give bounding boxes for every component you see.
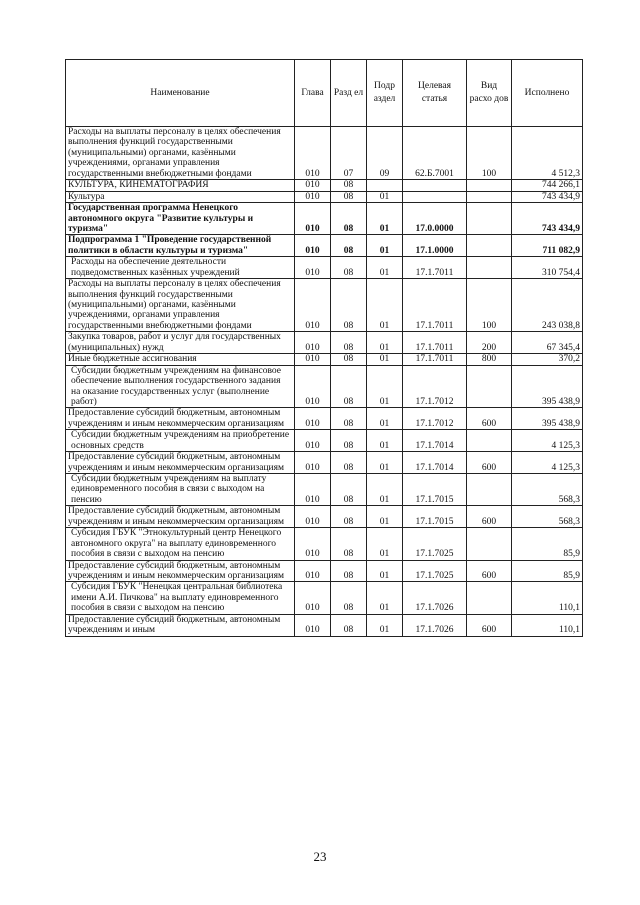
header-vid: Вид расхо дов	[467, 60, 512, 127]
row-statya: 17.0.0000	[403, 203, 467, 235]
row-name: Расходы на обеспечение деятельности подведомственных казённых учреждений	[66, 257, 295, 279]
row-ispolneno: 711 082,9	[512, 235, 583, 257]
row-podrazdel: 01	[367, 203, 403, 235]
row-statya: 17.1.7015	[403, 474, 467, 506]
row-glava: 010	[295, 560, 331, 582]
table-header-row	[66, 60, 583, 127]
row-podrazdel: 01	[367, 474, 403, 506]
row-name: Культура	[66, 191, 295, 202]
row-razdel: 08	[331, 560, 367, 582]
row-statya: 17.1.7012	[403, 365, 467, 408]
row-statya: 62.Б.7001	[403, 127, 467, 180]
table-row	[66, 430, 583, 452]
row-razdel: 08	[331, 332, 367, 354]
table-row	[66, 235, 583, 257]
row-statya: 17.1.7011	[403, 279, 467, 332]
row-name: Предоставление субсидий бюджетным, автономным учреждениям и иным	[66, 614, 295, 636]
row-ispolneno: 743 434,9	[512, 191, 583, 202]
row-ispolneno: 395 438,9	[512, 408, 583, 430]
row-glava: 010	[295, 180, 331, 191]
row-glava: 010	[295, 474, 331, 506]
row-name: Субсидии бюджетным учреждениям на приобретение основных средств	[66, 430, 295, 452]
row-razdel: 08	[331, 257, 367, 279]
row-vid	[467, 474, 512, 506]
row-name: Расходы на выплаты персоналу в целях обеспечения выполнения функций государственными (муниципальными) органами, казёнными учреждениями, органами управления государственными внебюджетными фондами	[66, 127, 295, 180]
row-name: Предоставление субсидий бюджетным, автономным учреждениям и иным некоммерческим организациям	[66, 506, 295, 528]
row-name: Субсидии бюджетным учреждениям на выплату единовременного пособия в связи с выходом на пенсию	[66, 474, 295, 506]
row-name: Субсидия ГБУК "Этнокультурный центр Ненецкого автономного округа" на выплату единовременного пособия в связи с выходом на пенсию	[66, 528, 295, 560]
row-razdel: 08	[331, 430, 367, 452]
row-podrazdel: 01	[367, 279, 403, 332]
table-row	[66, 180, 583, 191]
row-razdel: 08	[331, 191, 367, 202]
row-glava: 010	[295, 614, 331, 636]
table-row	[66, 354, 583, 365]
row-ispolneno: 85,9	[512, 560, 583, 582]
row-glava: 010	[295, 203, 331, 235]
row-glava: 010	[295, 528, 331, 560]
row-glava: 010	[295, 257, 331, 279]
row-glava: 010	[295, 354, 331, 365]
row-podrazdel: 01	[367, 365, 403, 408]
row-razdel: 08	[331, 614, 367, 636]
row-glava: 010	[295, 430, 331, 452]
table-row	[66, 452, 583, 474]
table-row	[66, 191, 583, 202]
row-razdel: 08	[331, 203, 367, 235]
row-vid	[467, 582, 512, 614]
row-name: Предоставление субсидий бюджетным, автономным учреждениям и иным некоммерческим организациям	[66, 408, 295, 430]
row-ispolneno: 4 512,3	[512, 127, 583, 180]
row-statya	[403, 191, 467, 202]
page-number: 23	[313, 849, 327, 864]
row-name: Расходы на выплаты персоналу в целях обеспечения выполнения функций государственными (муниципальными) органами, казёнными учреждениями, органами управления государственными внебюджетными фондами	[66, 279, 295, 332]
row-name: Закупка товаров, работ и услуг для государственных (муниципальных) нужд	[66, 332, 295, 354]
row-podrazdel: 01	[367, 560, 403, 582]
table-row	[66, 408, 583, 430]
row-razdel: 08	[331, 474, 367, 506]
row-glava: 010	[295, 279, 331, 332]
row-glava: 010	[295, 127, 331, 180]
row-podrazdel: 01	[367, 191, 403, 202]
row-vid: 600	[467, 614, 512, 636]
row-name: Подпрограмма 1 "Проведение государственной политики в области культуры и туризма"	[66, 235, 295, 257]
row-ispolneno: 110,1	[512, 614, 583, 636]
row-ispolneno: 4 125,3	[512, 430, 583, 452]
row-podrazdel: 01	[367, 332, 403, 354]
row-razdel: 07	[331, 127, 367, 180]
row-razdel: 08	[331, 235, 367, 257]
row-vid: 100	[467, 127, 512, 180]
row-vid: 100	[467, 279, 512, 332]
row-statya: 17.1.7025	[403, 560, 467, 582]
row-statya: 17.1.7014	[403, 452, 467, 474]
row-ispolneno: 568,3	[512, 474, 583, 506]
row-name: Субсидии бюджетным учреждениям на финансовое обеспечение выполнения государственного задания на оказание государственных услуг (выполнение работ)	[66, 365, 295, 408]
row-ispolneno: 4 125,3	[512, 452, 583, 474]
header-glava: Глава	[295, 60, 331, 127]
row-podrazdel: 09	[367, 127, 403, 180]
row-podrazdel: 01	[367, 408, 403, 430]
table-row	[66, 365, 583, 408]
row-vid: 600	[467, 452, 512, 474]
row-vid	[467, 257, 512, 279]
table-row	[66, 614, 583, 636]
row-ispolneno: 370,2	[512, 354, 583, 365]
row-podrazdel: 01	[367, 354, 403, 365]
row-ispolneno: 395 438,9	[512, 365, 583, 408]
row-glava: 010	[295, 365, 331, 408]
row-ispolneno: 85,9	[512, 528, 583, 560]
row-statya: 17.1.7025	[403, 528, 467, 560]
row-glava: 010	[295, 506, 331, 528]
row-razdel: 08	[331, 180, 367, 191]
row-statya: 17.1.7011	[403, 332, 467, 354]
table-row	[66, 560, 583, 582]
row-statya: 17.1.7026	[403, 582, 467, 614]
row-podrazdel	[367, 180, 403, 191]
row-ispolneno: 568,3	[512, 506, 583, 528]
table-row	[66, 528, 583, 560]
header-ispolneno: Исполнено	[512, 60, 583, 127]
row-name: Предоставление субсидий бюджетным, автономным учреждениям и иным некоммерческим организациям	[66, 452, 295, 474]
row-statya: 17.1.7026	[403, 614, 467, 636]
row-vid: 800	[467, 354, 512, 365]
row-razdel: 08	[331, 452, 367, 474]
row-name: Иные бюджетные ассигнования	[66, 354, 295, 365]
row-statya: 17.1.7015	[403, 506, 467, 528]
row-statya: 17.1.7014	[403, 430, 467, 452]
row-ispolneno: 67 345,4	[512, 332, 583, 354]
row-razdel: 08	[331, 408, 367, 430]
row-razdel: 08	[331, 582, 367, 614]
row-ispolneno: 744 266,1	[512, 180, 583, 191]
row-vid	[467, 365, 512, 408]
row-statya	[403, 180, 467, 191]
row-vid: 600	[467, 408, 512, 430]
row-statya: 17.1.7011	[403, 257, 467, 279]
row-vid	[467, 180, 512, 191]
row-razdel: 08	[331, 354, 367, 365]
row-podrazdel: 01	[367, 614, 403, 636]
table-row	[66, 506, 583, 528]
row-name: Субсидия ГБУК "Ненецкая центральная библиотека имени А.И. Пичкова" на выплату единовременного пособия в связи с выходом на пенсию	[66, 582, 295, 614]
row-statya: 17.1.7012	[403, 408, 467, 430]
table-row	[66, 203, 583, 235]
header-razdel: Разд ел	[331, 60, 367, 127]
row-razdel: 08	[331, 506, 367, 528]
row-vid: 600	[467, 506, 512, 528]
table-row	[66, 279, 583, 332]
row-razdel: 08	[331, 279, 367, 332]
row-vid	[467, 235, 512, 257]
row-ispolneno: 243 038,8	[512, 279, 583, 332]
row-glava: 010	[295, 452, 331, 474]
row-name: Государственная программа Ненецкого автономного округа "Развитие культуры и туризма"	[66, 203, 295, 235]
row-vid	[467, 528, 512, 560]
row-podrazdel: 01	[367, 506, 403, 528]
row-podrazdel: 01	[367, 452, 403, 474]
table-row	[66, 127, 583, 180]
budget-table	[65, 59, 583, 637]
row-name: КУЛЬТУРА, КИНЕМАТОГРАФИЯ	[66, 180, 295, 191]
table-row	[66, 582, 583, 614]
row-glava: 010	[295, 235, 331, 257]
row-glava: 010	[295, 191, 331, 202]
table-row	[66, 474, 583, 506]
row-statya: 17.1.0000	[403, 235, 467, 257]
row-glava: 010	[295, 582, 331, 614]
row-vid	[467, 430, 512, 452]
row-glava: 010	[295, 408, 331, 430]
row-name: Предоставление субсидий бюджетным, автономным учреждениям и иным некоммерческим организациям	[66, 560, 295, 582]
row-statya: 17.1.7011	[403, 354, 467, 365]
row-podrazdel: 01	[367, 528, 403, 560]
header-name: Наименование	[66, 60, 295, 127]
row-podrazdel: 01	[367, 582, 403, 614]
header-statya: Целевая статья	[403, 60, 467, 127]
row-vid	[467, 203, 512, 235]
row-ispolneno: 310 754,4	[512, 257, 583, 279]
row-ispolneno: 743 434,9	[512, 203, 583, 235]
row-ispolneno: 110,1	[512, 582, 583, 614]
row-glava: 010	[295, 332, 331, 354]
row-razdel: 08	[331, 365, 367, 408]
row-vid: 600	[467, 560, 512, 582]
row-vid	[467, 191, 512, 202]
row-vid: 200	[467, 332, 512, 354]
table-row	[66, 257, 583, 279]
header-podrazdel: Подр аздел	[367, 60, 403, 127]
row-razdel: 08	[331, 528, 367, 560]
row-podrazdel: 01	[367, 235, 403, 257]
row-podrazdel: 01	[367, 257, 403, 279]
table-row	[66, 332, 583, 354]
row-podrazdel: 01	[367, 430, 403, 452]
table-body	[66, 127, 583, 637]
